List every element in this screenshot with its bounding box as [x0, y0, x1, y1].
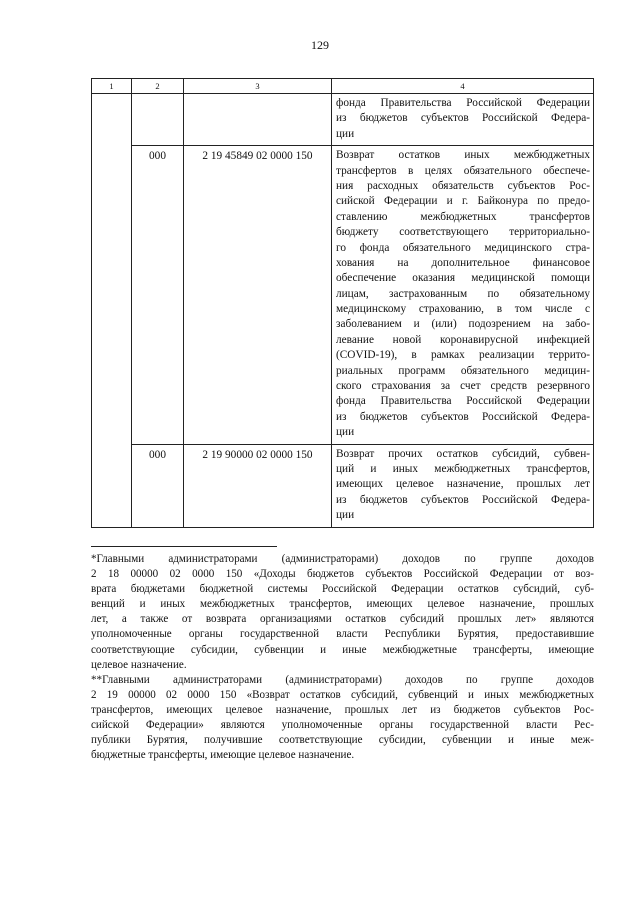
- description-line: левание новой коронавирусной инфекцией: [336, 333, 590, 346]
- description-line: ского страхования за счет средств резервного: [336, 380, 590, 393]
- footnotes: [91, 552, 594, 763]
- header-cell-2: 2: [132, 79, 184, 94]
- description-line: (COVID-19), в рамках реализации террито-: [336, 349, 590, 362]
- header-cell-4: 4: [332, 79, 594, 94]
- footnote-2: [91, 673, 594, 764]
- footnote-line: венций и иных межбюджетных трансфертов, имеющих целевое назначение, прошлых: [91, 598, 594, 611]
- description-line: бюджету соответствующего территориально-: [336, 226, 590, 239]
- description-cell: [332, 94, 594, 146]
- footnote-line: целевое назначение.: [91, 658, 187, 671]
- description-line: ния расходных обязательств субъектов Рос-: [336, 179, 590, 192]
- description-line: заболеванием и (или) подозрением на забо-: [336, 318, 590, 331]
- table-row: [92, 444, 594, 527]
- admin-code-cell: 000: [132, 444, 184, 527]
- description-line: ции: [336, 509, 355, 522]
- budget-code-cell: [184, 94, 332, 146]
- page-number: 129: [311, 38, 329, 52]
- budget-code-cell: 2 19 45849 02 0000 150: [184, 146, 332, 444]
- description-line: из бюджетов субъектов Российской Федера-: [336, 112, 590, 125]
- footnote-line: врата бюджетами бюджетной системы Российской Федерации остатков субсидий, суб-: [91, 583, 594, 596]
- footnote-separator: [91, 546, 277, 547]
- footnote-line: **Главными администраторами (администраторами) доходов по группе доходов: [91, 673, 594, 686]
- description-line: из бюджетов субъектов Российской Федера-: [336, 493, 590, 506]
- description-line: Возврат остатков иных межбюджетных: [336, 149, 590, 162]
- footnote-line: соответствующие субсидии, субвенции и иные межбюджетные трансферты, имеющие: [91, 643, 594, 656]
- description-line: медицинскому страхованию, в том числе с: [336, 303, 590, 316]
- footnote-line: публики Бурятия, получившие соответствующие субсидии, субвенции и иные меж-: [91, 734, 594, 747]
- description-cell: [332, 146, 594, 444]
- footnote-1: [91, 552, 594, 673]
- description-line: Возврат прочих остатков субсидий, субвен-: [336, 447, 590, 460]
- admin-code-cell: 000: [132, 146, 184, 444]
- admin-code-cell: [132, 94, 184, 146]
- description-line: ции: [336, 426, 355, 439]
- description-line: го фонда обязательного медицинского стра-: [336, 241, 590, 254]
- description-line: обеспечение оказания медицинской помощи: [336, 272, 590, 285]
- footnote-line: *Главными администраторами (администраторами) доходов по группе доходов: [91, 553, 594, 565]
- footnote-line: трансфертов, имеющих целевое назначение, прошлых лет из бюджетов субъектов Рос-: [91, 703, 594, 716]
- description-line: сийской Федерации и г. Байконура по предо-: [336, 195, 590, 208]
- description-line: трансфертов в целях обязательного обеспече-: [336, 164, 590, 177]
- description-line: фонда Правительства Российской Федерации: [336, 97, 590, 109]
- description-line: риальных программ обязательного медицин-: [336, 364, 590, 377]
- description-line: ставлению межбюджетных трансфертов: [336, 210, 590, 223]
- description-line: ции: [336, 127, 355, 140]
- description-cell: [332, 444, 594, 527]
- description-line: лицам, застрахованным по обязательному: [336, 287, 590, 300]
- footnote-line: лет, а также от возврата организациями остатков субсидий прошлых лет» являются: [91, 613, 594, 626]
- footnote-line: уполномоченные органы государственной власти Республики Бурятия, предоставившие: [91, 628, 594, 641]
- footnote-line: 2 19 00000 02 0000 150 «Возврат остатков субсидий, субвенций и иных межбюджетных: [91, 688, 594, 701]
- budget-codes-table: [91, 78, 594, 528]
- group-cell: [92, 94, 132, 528]
- header-cell-3: 3: [184, 79, 332, 94]
- description-line: фонда Правительства Российской Федерации: [336, 395, 590, 408]
- table-header-row: [92, 79, 594, 94]
- footnote-line: 2 18 00000 02 0000 150 «Доходы бюджетов субъектов Российской Федерации от воз-: [91, 568, 594, 581]
- description-line: хования на дополнительное финансовое: [336, 256, 590, 269]
- budget-code-cell: 2 19 90000 02 0000 150: [184, 444, 332, 527]
- footnote-line: сийской Федерации» являются уполномоченные органы государственной власти Рес-: [91, 719, 594, 732]
- description-line: имеющих целевое назначение, прошлых лет: [336, 478, 590, 491]
- header-cell-1: 1: [92, 79, 132, 94]
- table-row: [92, 146, 594, 444]
- description-line: ций и иных межбюджетных трансфертов,: [336, 462, 590, 475]
- description-line: из бюджетов субъектов Российской Федера-: [336, 410, 590, 423]
- footnote-line: бюджетные трансферты, имеющие целевое назначение.: [91, 749, 355, 762]
- table-row: [92, 94, 594, 146]
